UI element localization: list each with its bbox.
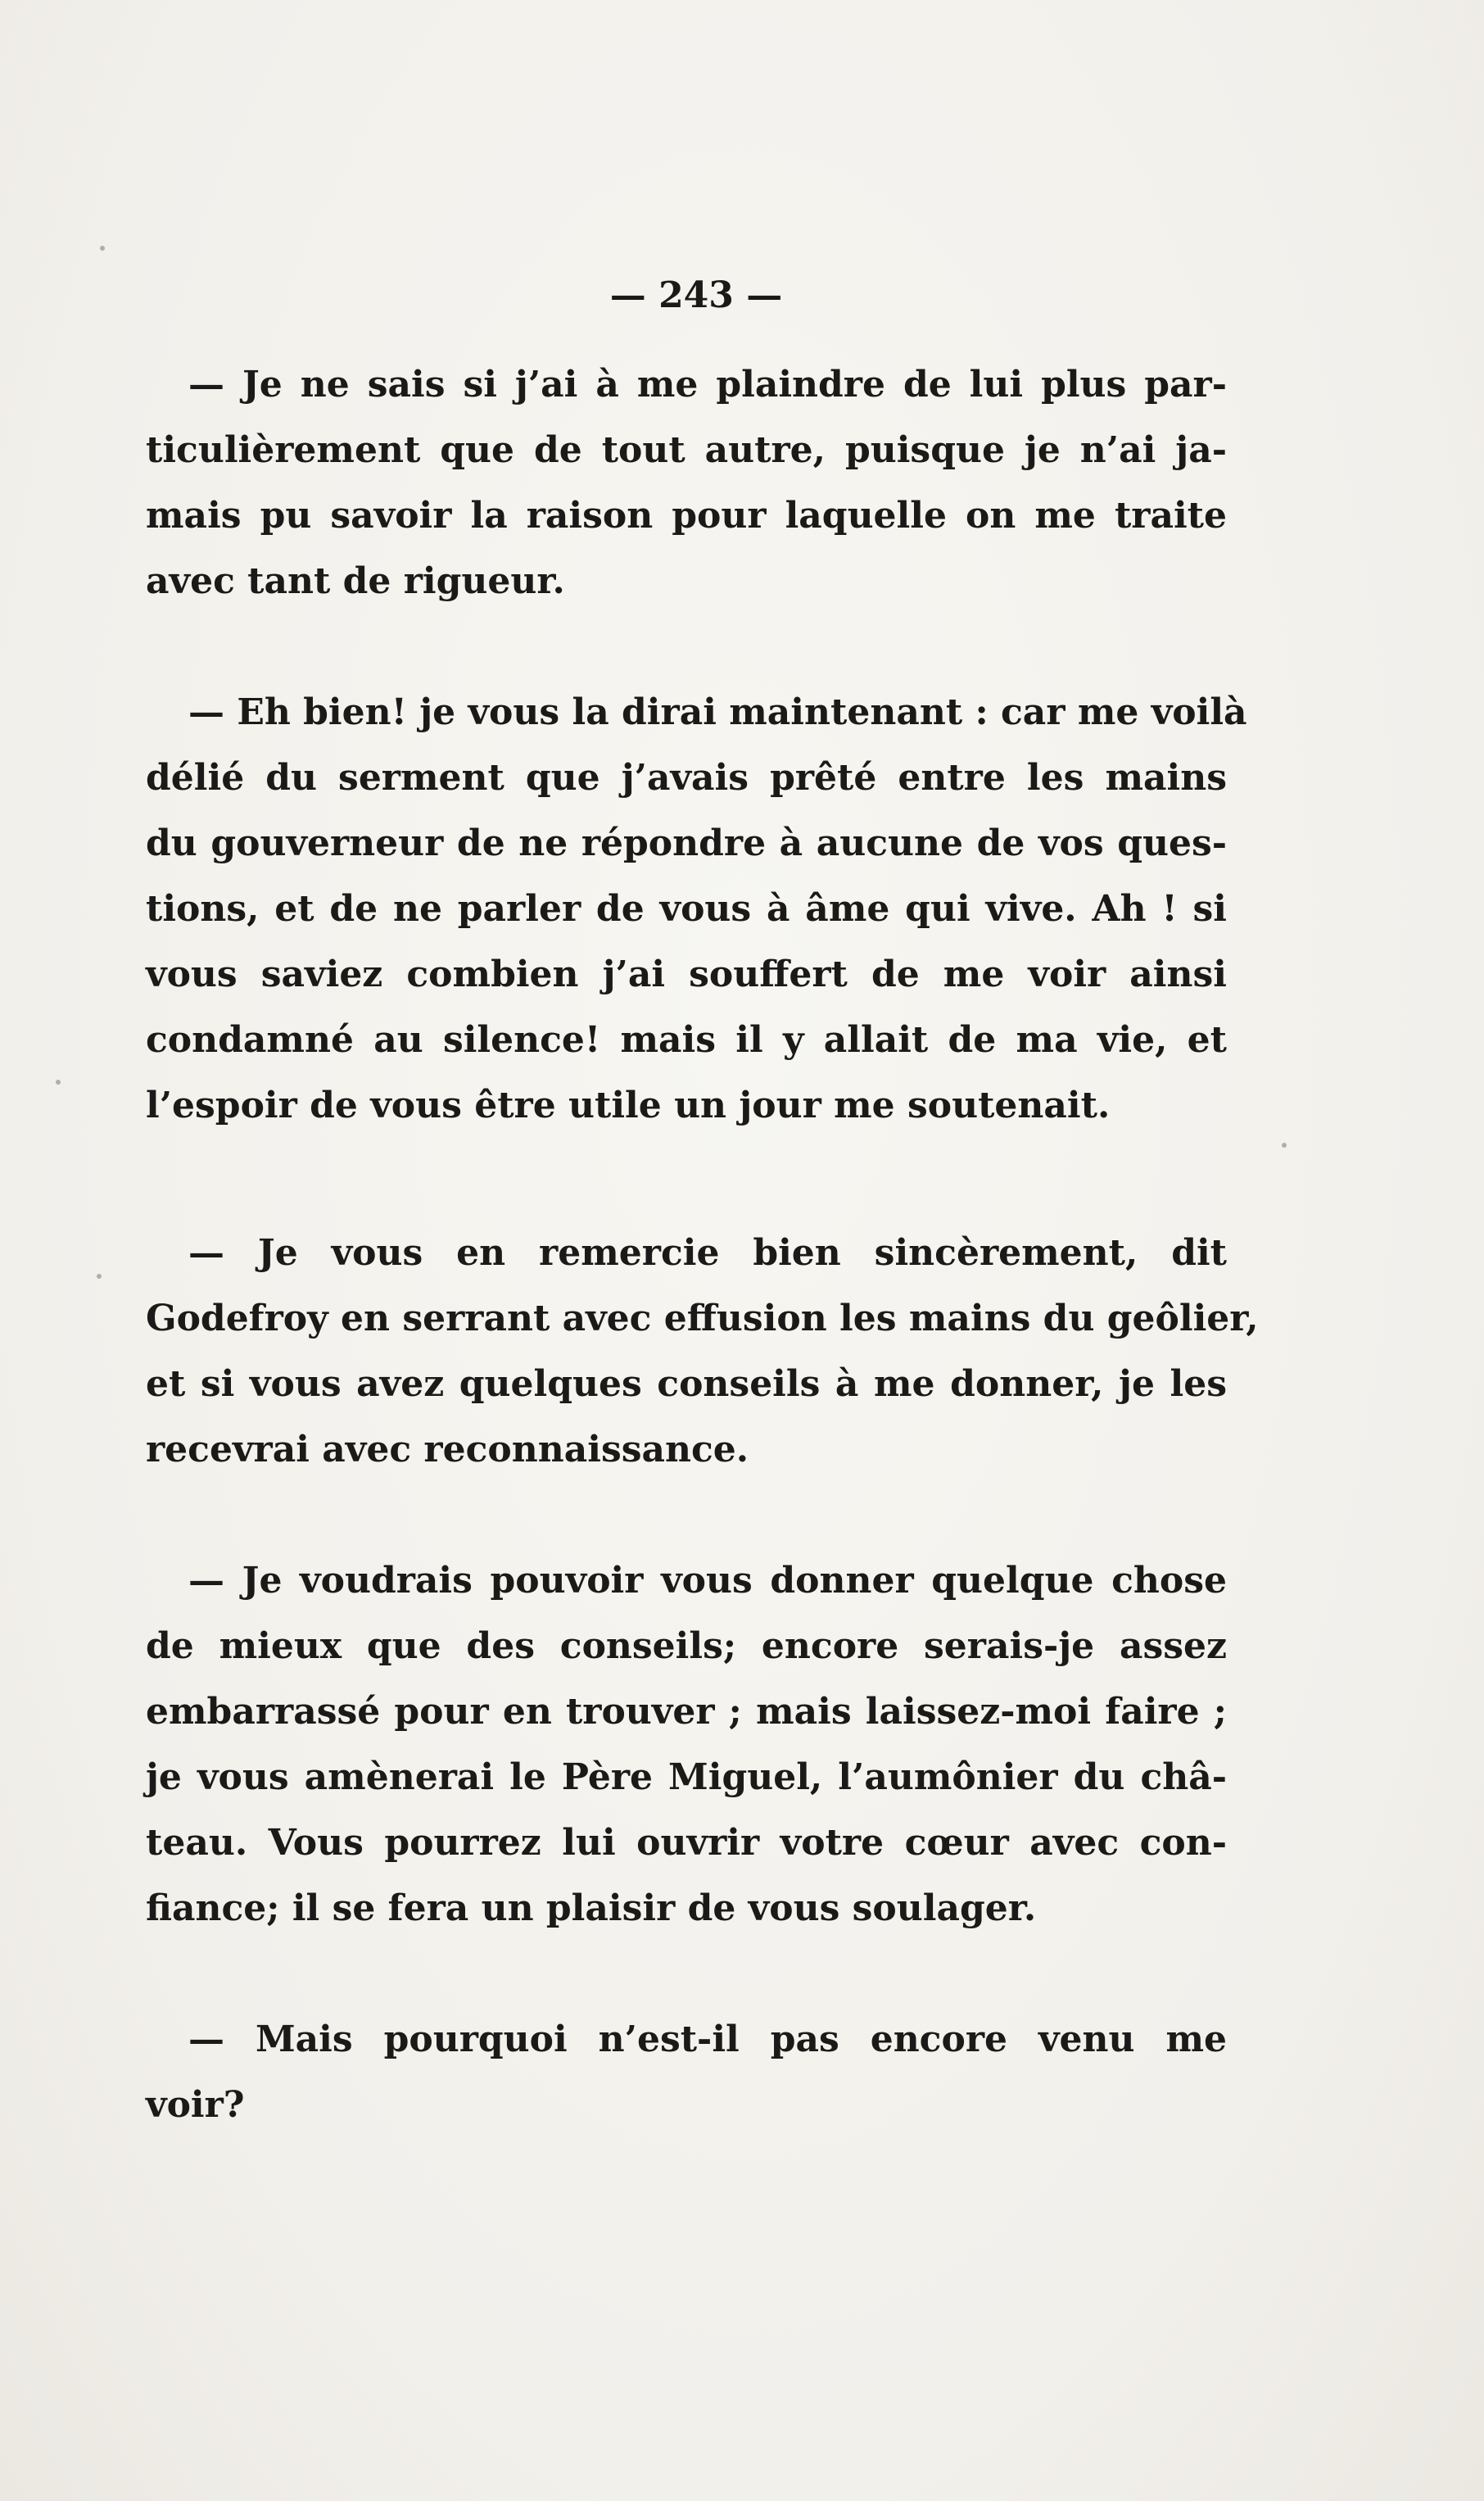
text-line: teau. Vous pourrez lui ouvrir votre cœur avec con-	[146, 1822, 1227, 1864]
text-line: du gouverneur de ne répondre à aucune de vos ques-	[146, 822, 1227, 864]
text-line: — Je voudrais pouvoir vous donner quelque chose	[188, 1560, 1227, 1602]
paper-speck	[100, 246, 105, 251]
text-line: ticulièrement que de tout autre, puisque je n’ai ja-	[146, 429, 1227, 471]
paragraph-5	[146, 2007, 1227, 2138]
paper-speck	[56, 1080, 61, 1085]
text-line: — Je vous en remercie bien sincèrement, dit	[188, 1232, 1227, 1274]
text-line: voir?	[146, 2084, 245, 2126]
text-line: délié du serment que j’avais prêté entre les mains	[146, 757, 1227, 799]
text-line: embarrassé pour en trouver ; mais laissez-moi faire ;	[146, 1691, 1227, 1733]
text-line: — Mais pourquoi n’est-il pas encore venu me	[188, 2018, 1227, 2060]
text-line: tions, et de ne parler de vous à âme qui vive. Ah ! si	[146, 888, 1227, 930]
text-line: l’espoir de vous être utile un jour me soutenait.	[146, 1085, 1111, 1126]
paragraph-1	[146, 352, 1227, 614]
text-line: vous saviez combien j’ai souffert de me voir ainsi	[146, 954, 1227, 995]
page-number: — 243 —	[609, 274, 783, 316]
paragraph-4	[146, 1548, 1227, 1941]
text-line: — Je ne sais si j’ai à me plaindre de lui plus par-	[188, 364, 1227, 406]
text-line: condamné au silence! mais il y allait de ma vie, et	[146, 1019, 1227, 1061]
text-line: fiance; il se fera un plaisir de vous soulager.	[146, 1887, 1037, 1929]
text-line: mais pu savoir la raison pour laquelle on me traite	[146, 495, 1227, 537]
paragraph-2	[146, 680, 1247, 1139]
paper-speck	[1282, 1143, 1287, 1148]
text-line: de mieux que des conseils; encore serais-je assez	[146, 1625, 1227, 1667]
page-body	[146, 352, 1259, 2138]
text-line: avec tant de rigueur.	[146, 560, 565, 602]
paragraph-3	[146, 1221, 1259, 1483]
text-line: Godefroy en serrant avec effusion les mains du geôlier,	[146, 1298, 1259, 1339]
text-line: — Eh bien! je vous la dirai maintenant : car me voilà	[188, 691, 1247, 733]
text-line: et si vous avez quelques conseils à me donner, je les	[146, 1363, 1227, 1405]
paper-speck	[97, 1274, 102, 1279]
text-line: je vous amènerai le Père Miguel, l’aumônier du châ-	[146, 1756, 1227, 1798]
text-line: recevrai avec reconnaissance.	[146, 1429, 749, 1470]
